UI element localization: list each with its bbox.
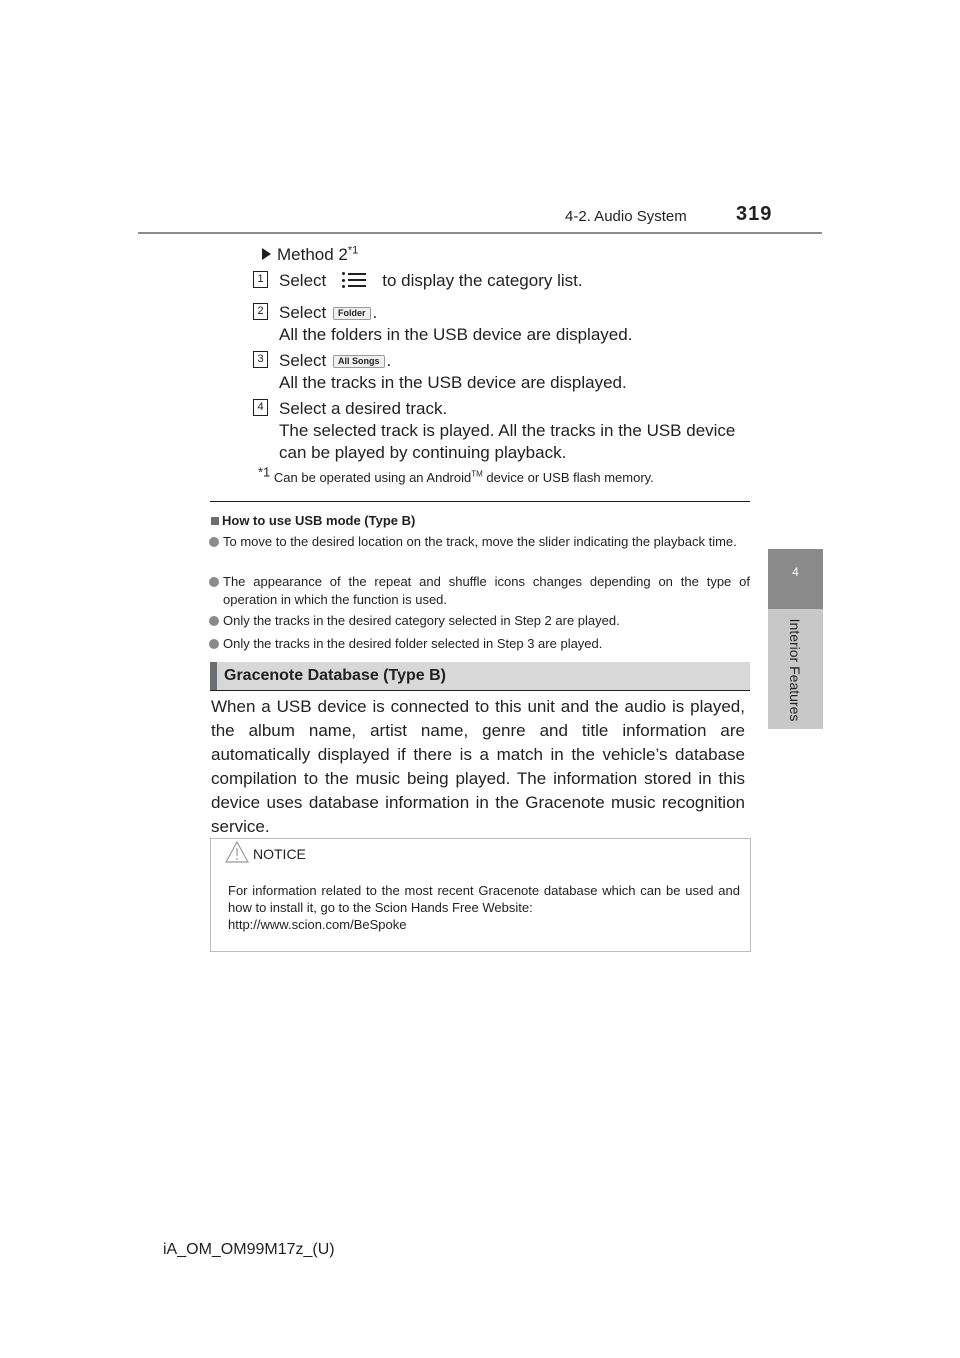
menu-list-icon bbox=[342, 271, 366, 289]
step-1-text bbox=[279, 270, 583, 292]
folder-button: Folder bbox=[333, 307, 371, 320]
section-bar-underline bbox=[210, 690, 750, 691]
footnote-mark: *1 bbox=[258, 464, 271, 480]
header-rule bbox=[138, 232, 822, 234]
usb-bullet-2-text: The appearance of the repeat and shuffle icons changes depending on the type of operation in which the function is used. bbox=[223, 574, 750, 607]
footnote-text-after: device or USB flash memory. bbox=[482, 470, 654, 485]
section-bar-accent bbox=[210, 662, 217, 690]
trademark-mark: TM bbox=[471, 469, 483, 479]
usb-bullet-1 bbox=[223, 533, 750, 551]
gracenote-paragraph: When a USB device is connected to this unit and the audio is played, the album name, artist name, genre and title information are automatically displayed if there is a match in the vehicle’s database compilation to the music being played. The information stored in this device uses database information in the Gracenote music recognition service. bbox=[211, 697, 745, 836]
triangle-bullet-icon bbox=[262, 248, 271, 260]
step-number-2: 2 bbox=[253, 303, 268, 320]
square-bullet-icon bbox=[211, 517, 219, 525]
method-superscript: *1 bbox=[347, 244, 359, 257]
step-4-text: Select a desired track. bbox=[279, 399, 448, 418]
section-separator bbox=[210, 501, 750, 502]
chapter-tab bbox=[768, 549, 823, 609]
footnote-text-before: Can be operated using an Android bbox=[273, 470, 472, 485]
notice-body bbox=[228, 882, 740, 933]
method-label: Method 2 bbox=[277, 245, 348, 264]
step-2-detail: All the folders in the USB device are displayed. bbox=[279, 325, 633, 344]
warning-triangle-icon bbox=[225, 841, 249, 863]
step-1-select: Select bbox=[279, 271, 327, 290]
document-code: iA_OM_OM99M17z_(U) bbox=[163, 1241, 335, 1258]
usb-bullet-4 bbox=[223, 635, 750, 653]
usb-bullet-4-text: Only the tracks in the desired folder selected in Step 3 are played. bbox=[223, 636, 603, 651]
usb-bullet-3-text: Only the tracks in the desired category selected in Step 2 are played. bbox=[223, 613, 620, 628]
usb-bullet-3 bbox=[223, 612, 750, 630]
step-2-select: Select bbox=[279, 303, 327, 322]
all-songs-button: All Songs bbox=[333, 355, 385, 368]
chapter-title: Interior Features bbox=[787, 618, 803, 722]
usb-bullet-1-text: To move to the desired location on the track, move the slider indicating the playback time. bbox=[223, 534, 737, 549]
step-3-detail: All the tracks in the USB device are displayed. bbox=[279, 373, 627, 392]
step-2-text bbox=[279, 302, 377, 324]
bullet-dot-icon bbox=[209, 639, 219, 649]
step-number-4: 4 bbox=[253, 399, 268, 416]
bullet-dot-icon bbox=[209, 537, 219, 547]
notice-title: NOTICE bbox=[253, 846, 306, 862]
bullet-dot-icon bbox=[209, 616, 219, 626]
step-number-1: 1 bbox=[253, 271, 268, 288]
bullet-dot-icon bbox=[209, 577, 219, 587]
page-number: 319 bbox=[736, 203, 773, 225]
chapter-number: 4 bbox=[792, 565, 799, 579]
notice-body-line-1: For information related to the most recent Gracenote database which can be used and how to install it, go to the Scion Hands Free Website: bbox=[228, 883, 740, 915]
gracenote-section-title: Gracenote Database (Type B) bbox=[224, 667, 446, 684]
running-header-section: 4-2. Audio System bbox=[565, 208, 687, 225]
notice-url: http://www.scion.com/BeSpoke bbox=[228, 917, 407, 932]
usb-bullet-2 bbox=[223, 573, 750, 609]
step-3-after: . bbox=[386, 351, 392, 370]
step-3-select: Select bbox=[279, 351, 327, 370]
step-3-text bbox=[279, 350, 391, 372]
method-heading bbox=[262, 244, 358, 266]
step-number-3: 3 bbox=[253, 351, 268, 368]
usb-section-title-text: How to use USB mode (Type B) bbox=[222, 513, 416, 528]
step-4-detail-line-1: The selected track is played. All the tracks in the USB device bbox=[279, 421, 736, 440]
footnote bbox=[258, 464, 654, 485]
step-1-after: to display the category list. bbox=[382, 271, 583, 290]
step-2-after: . bbox=[372, 303, 378, 322]
usb-section-title bbox=[211, 513, 415, 528]
step-4-detail-line-2: can be played by continuing playback. bbox=[279, 443, 567, 462]
